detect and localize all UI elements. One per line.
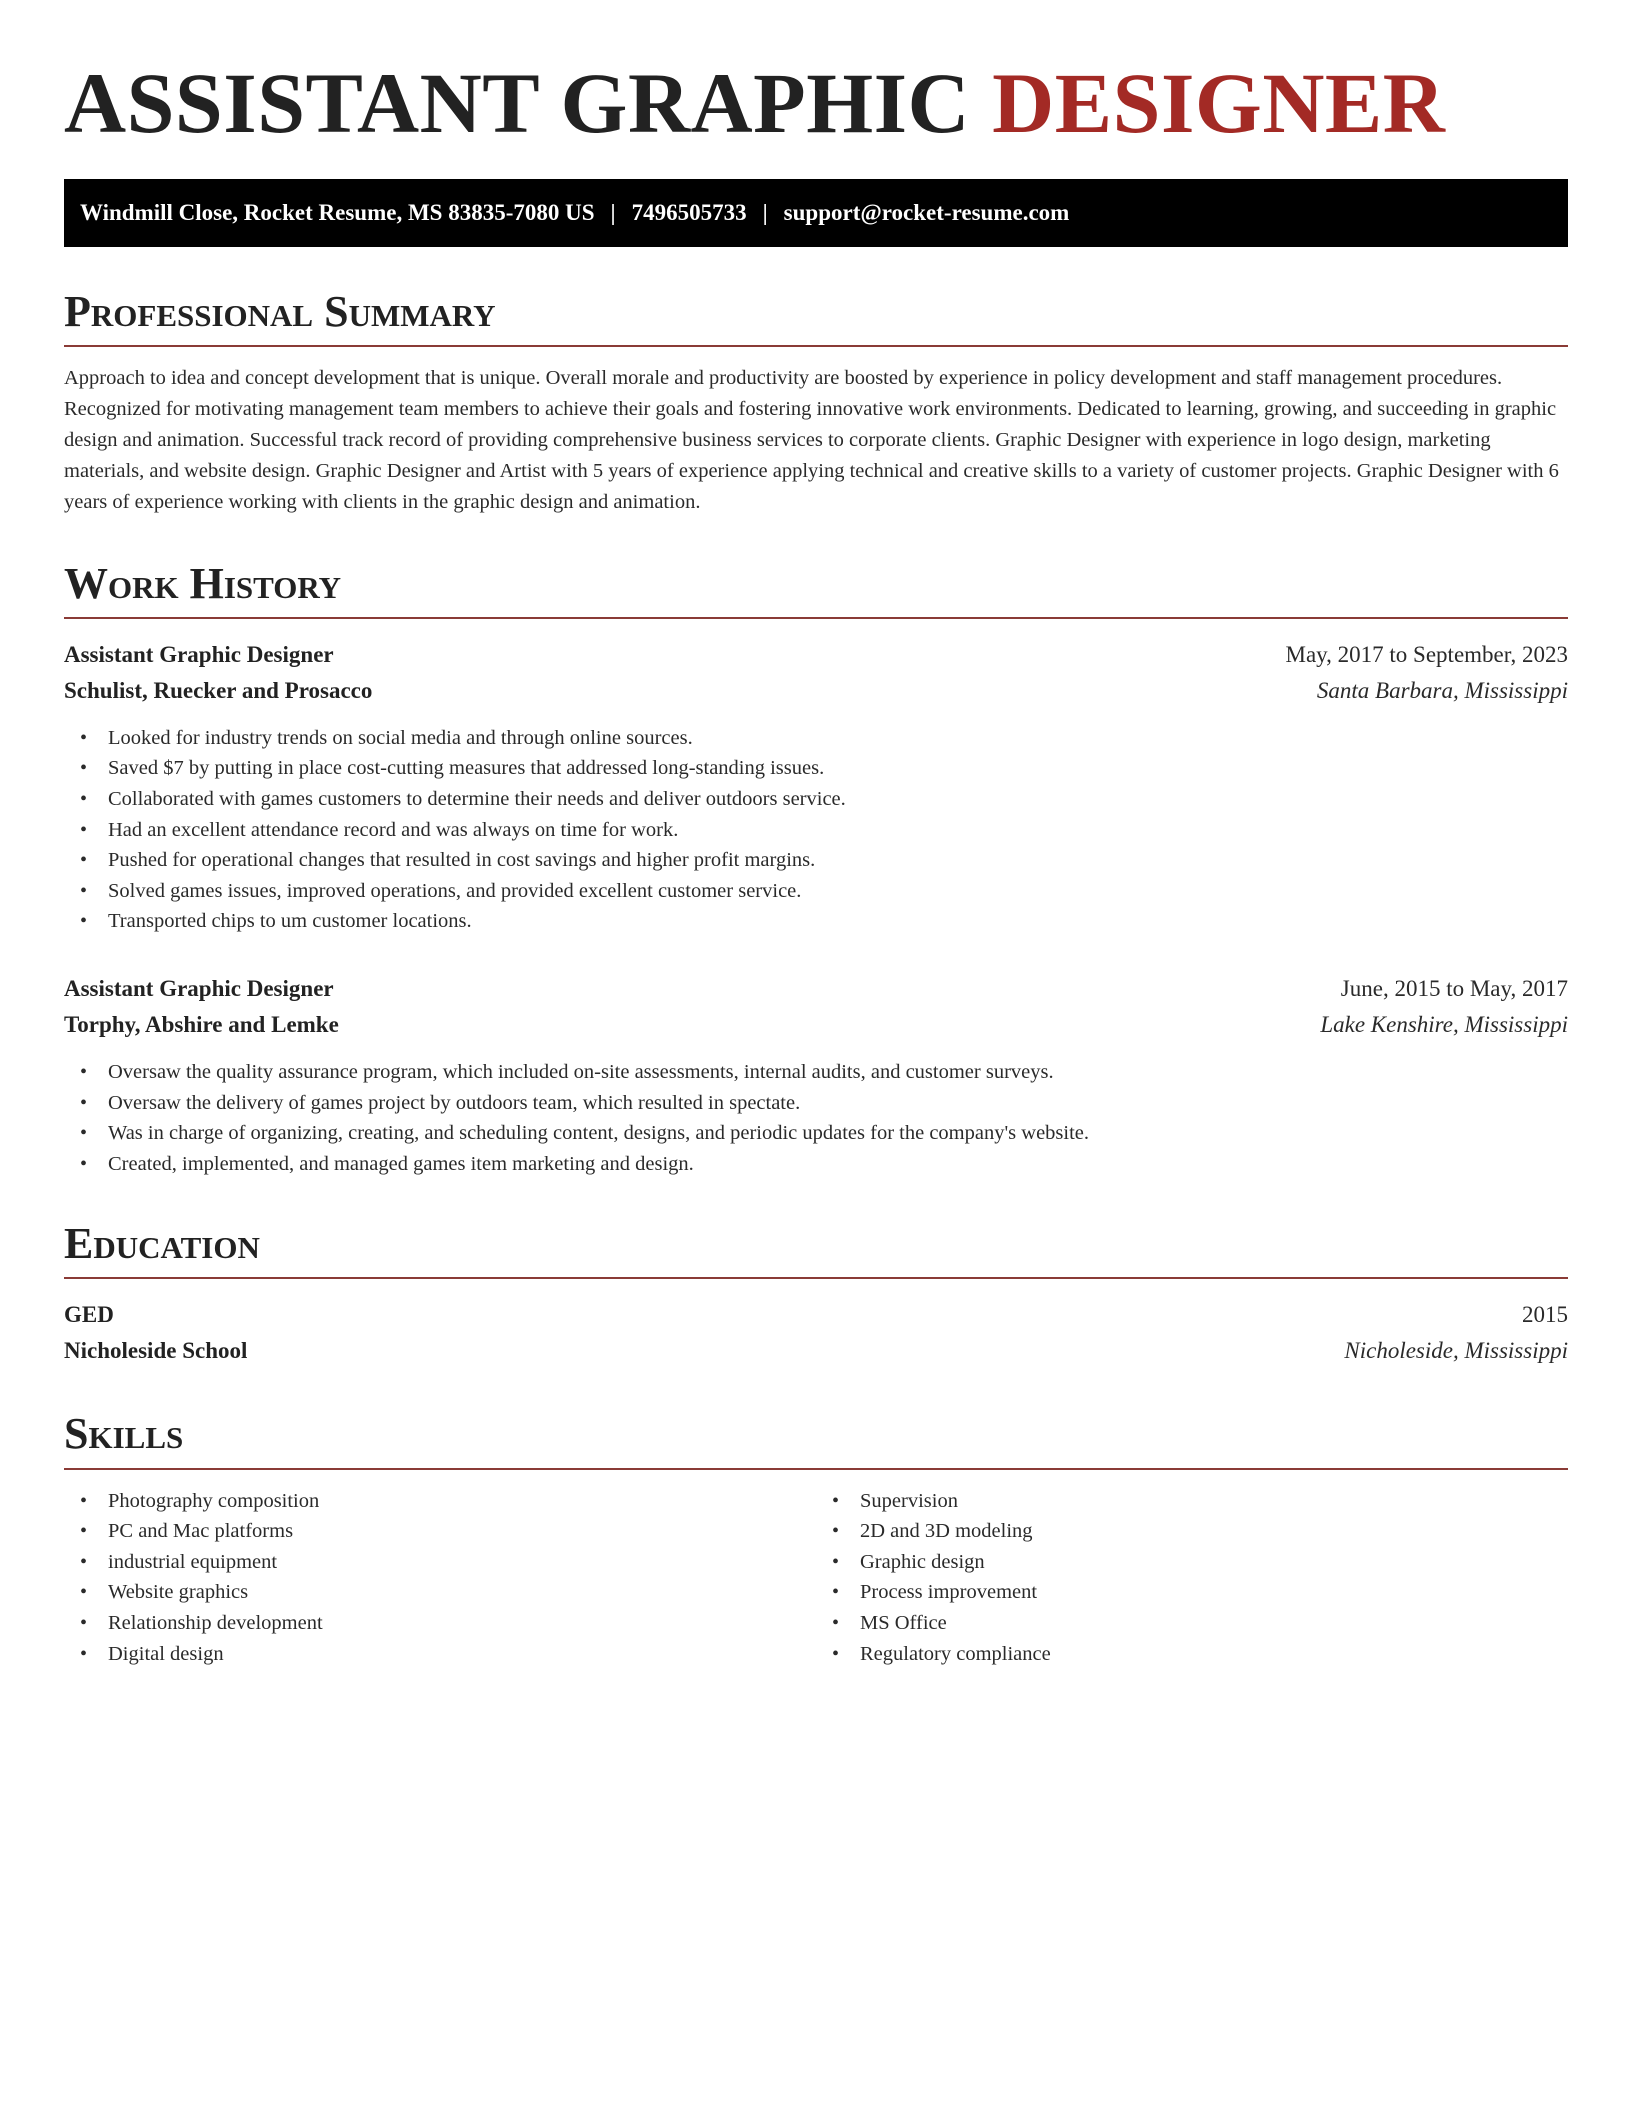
- contact-email: support@rocket-resume.com: [783, 199, 1070, 225]
- job-bullet: • Transported chips to um customer locations.: [80, 906, 1568, 937]
- work-history-section: [64, 558, 1568, 1180]
- job-bullet: • Pushed for operational changes that resulted in cost savings and higher profit margins.: [80, 845, 1568, 876]
- job-company: Schulist, Ruecker and Prosacco: [64, 677, 373, 703]
- summary-title: Professional Summary: [64, 289, 1568, 347]
- skills-columns: [64, 1486, 1568, 1670]
- job-role: Assistant Graphic Designer: [64, 641, 334, 667]
- name-part-2-accent: DESIGNER: [992, 55, 1446, 151]
- job-bullet: • Oversaw the quality assurance program, which included on-site assessments, internal audits, and customer surveys.: [80, 1057, 1568, 1088]
- contact-separator: |: [610, 199, 616, 225]
- education-school: Nicholeside School: [64, 1338, 248, 1364]
- job-dates: June, 2015 to May, 2017: [1340, 975, 1568, 1001]
- education-title: Education: [64, 1221, 1568, 1279]
- education-section: [64, 1221, 1568, 1369]
- job-bullet: • Had an excellent attendance record and was always on time for work.: [80, 815, 1568, 846]
- education-school-row: [64, 1333, 1568, 1369]
- education-entry: [64, 1297, 1568, 1369]
- skills-list-left: [64, 1486, 816, 1670]
- education-location: Nicholeside, Mississippi: [1344, 1338, 1568, 1364]
- skill-item: • Regulatory compliance: [832, 1639, 1568, 1670]
- job-bullet: • Collaborated with games customers to determine their needs and deliver outdoors service.: [80, 784, 1568, 815]
- skills-section: [64, 1411, 1568, 1669]
- skill-item: • 2D and 3D modeling: [832, 1516, 1568, 1547]
- job-bullet: • Created, implemented, and managed games item marketing and design.: [80, 1149, 1568, 1180]
- job-header-row: [64, 971, 1568, 1007]
- job-header-row: [64, 637, 1568, 673]
- job-bullet: • Oversaw the delivery of games project by outdoors team, which resulted in spectate.: [80, 1088, 1568, 1119]
- contact-separator: |: [762, 199, 768, 225]
- skill-item: • industrial equipment: [80, 1547, 816, 1578]
- skills-list-right: [816, 1486, 1568, 1670]
- skills-column-left: [64, 1486, 816, 1670]
- skill-item: • MS Office: [832, 1608, 1568, 1639]
- contact-bar: [64, 179, 1568, 247]
- job-company-row: [64, 1007, 1568, 1043]
- skill-item: • Digital design: [80, 1639, 816, 1670]
- job-bullets: [64, 1057, 1568, 1179]
- summary-text: Approach to idea and concept development that is unique. Overall morale and productivity are boosted by experience in policy development and staff management procedures. Recognized for motivating management team members to achieve their goals and fostering innovative work environments. Dedicated to learning, growing, and succeeding in graphic design and animation. Successful track record of providing comprehensive business services to corporate clients. Graphic Designer with experience in logo design, marketing materials, and website design. Graphic Designer and Artist with 5 years of experience applying technical and creative skills to a variety of customer projects. Graphic Designer with 6 years of experience working with clients in the graphic design and animation.: [64, 366, 1559, 514]
- contact-address: Windmill Close, Rocket Resume, MS 83835-7080 US: [80, 199, 595, 225]
- job-location: Santa Barbara, Mississippi: [1316, 677, 1568, 703]
- job-company: Torphy, Abshire and Lemke: [64, 1011, 339, 1037]
- education-degree-row: [64, 1297, 1568, 1333]
- job-entry: [64, 971, 1568, 1179]
- skill-item: • Graphic design: [832, 1547, 1568, 1578]
- job-bullets: [64, 723, 1568, 937]
- skills-column-right: [816, 1486, 1568, 1670]
- job-role: Assistant Graphic Designer: [64, 975, 334, 1001]
- skill-item: • Photography composition: [80, 1486, 816, 1517]
- job-bullet: • Saved $7 by putting in place cost-cutting measures that addressed long-standing issues.: [80, 753, 1568, 784]
- skill-item: • PC and Mac platforms: [80, 1516, 816, 1547]
- skill-item: • Process improvement: [832, 1577, 1568, 1608]
- job-bullet: • Solved games issues, improved operations, and provided excellent customer service.: [80, 876, 1568, 907]
- summary-section: [64, 286, 1568, 519]
- job-company-row: [64, 673, 1568, 709]
- resume-name-heading: [64, 56, 1568, 151]
- skill-item: • Website graphics: [80, 1577, 816, 1608]
- name-part-1: ASSISTANT GRAPHIC: [64, 55, 971, 151]
- contact-phone: 7496505733: [631, 199, 747, 225]
- skills-title: Skills: [64, 1411, 1568, 1469]
- job-bullet: • Looked for industry trends on social media and through online sources.: [80, 723, 1568, 754]
- work-history-title: Work History: [64, 561, 1568, 619]
- job-bullet: • Was in charge of organizing, creating, and scheduling content, designs, and periodic updates for the company's website.: [80, 1118, 1568, 1149]
- job-dates: May, 2017 to September, 2023: [1285, 641, 1568, 667]
- skill-item: • Supervision: [832, 1486, 1568, 1517]
- education-year: 2015: [1522, 1302, 1568, 1328]
- job-entry: [64, 637, 1568, 937]
- education-degree: GED: [64, 1302, 114, 1328]
- skill-item: • Relationship development: [80, 1608, 816, 1639]
- job-location: Lake Kenshire, Mississippi: [1320, 1011, 1568, 1037]
